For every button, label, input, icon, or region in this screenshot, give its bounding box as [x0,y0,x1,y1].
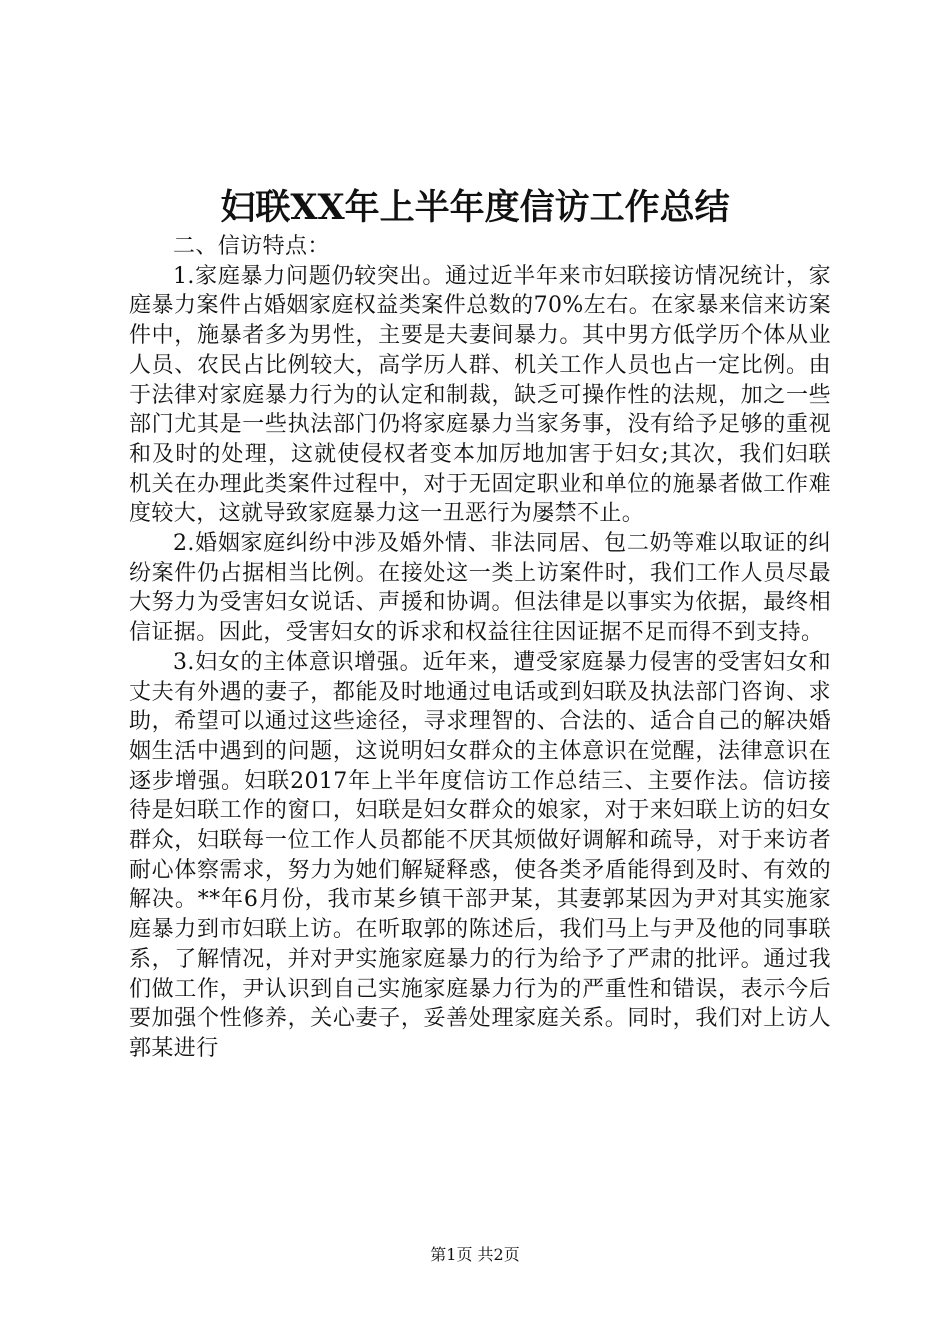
document-body [129,232,831,1064]
paragraph-1: 1.家庭暴力问题仍较突出。通过近半年来市妇联接访情况统计，家庭暴力案件占婚姻家庭权益类案件总数的70%左右。在家暴来信来访案件中，施暴者多为男性，主要是夫妻间暴力。其中男方低学历个体从业人员、农民占比例较大，高学历人群、机关工作人员也占一定比例。由于法律对家庭暴力行为的认定和制裁，缺乏可操作性的法规，加之一些部门尤其是一些执法部门仍将家庭暴力当家务事，没有给予足够的重视和及时的处理，这就使侵权者变本加厉地加害于妇女;其次，我们妇联机关在办理此类案件过程中，对于无固定职业和单位的施暴者做工作难度较大，这就导致家庭暴力这一丑恶行为屡禁不止。 [129,263,831,527]
document-title: 妇联XX年上半年度信访工作总结 [220,187,730,228]
paragraph-3: 3.妇女的主体意识增强。近年来，遭受家庭暴力侵害的受害妇女和丈夫有外遇的妻子，都能及时地通过电话或到妇联及执法部门咨询、求助，希望可以通过这些途径，寻求理智的、合法的、适合自己的解决婚姻生活中遇到的问题，这说明妇女群众的主体意识在觉醒，法律意识在逐步增强。妇联2017年上半年度信访工作总结三、主要作法。信访接待是妇联工作的窗口，妇联是妇女群众的娘家，对于来妇联上访的妇女群众，妇联每一位工作人员都能不厌其烦做好调解和疏导，对于来访者耐心体察需求，努力为她们解疑释惑，使各类矛盾能得到及时、有效的解决。**年6月份，我市某乡镇干部尹某，其妻郭某因为尹对其实施家庭暴力到市妇联上访。在听取郭的陈述后，我们马上与尹及他的同事联系，了解情况，并对尹实施家庭暴力的行为给予了严肃的批评。通过我们做工作，尹认识到自己实施家庭暴力行为的严重性和错误，表示今后要加强个性修养，关心妻子，妥善处理家庭关系。同时，我们对上访人郭某进行 [129,649,831,1061]
paragraph-2: 2.婚姻家庭纠纷中涉及婚外情、非法同居、包二奶等难以取证的纠纷案件仍占据相当比例。在接处这一类上访案件时，我们工作人员尽最大努力为受害妇女说话、声援和协调。但法律是以事实为依据，最终相信证据。因此，受害妇女的诉求和权益往往因证据不足而得不到支持。 [129,531,831,646]
page-footer: 第1页 共2页 [430,1245,520,1264]
section-heading: 二、信访特点： [173,234,330,259]
